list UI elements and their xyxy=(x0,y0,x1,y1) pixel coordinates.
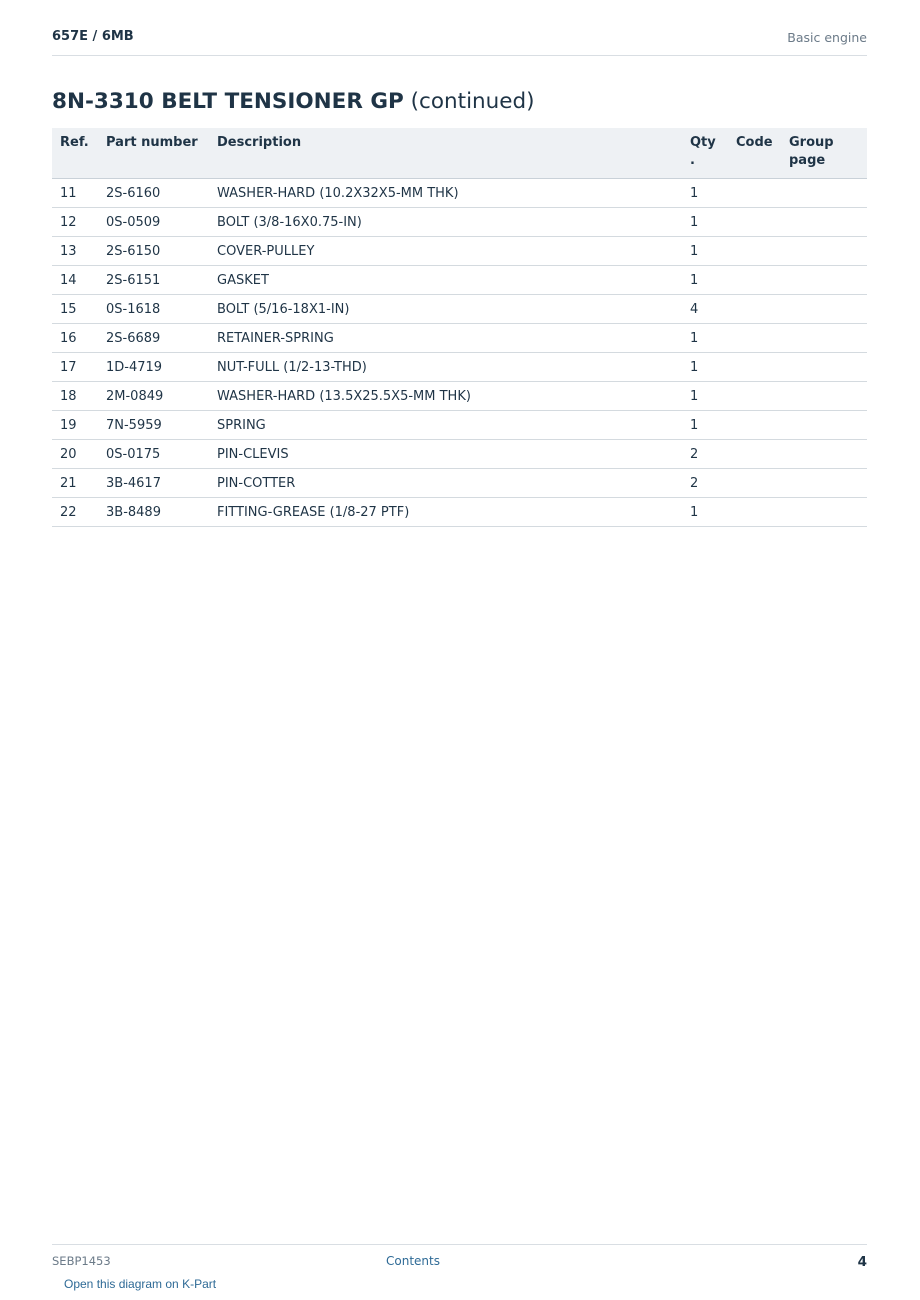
contents-link[interactable]: Contents xyxy=(386,1254,440,1268)
col-group-page-header: Group page xyxy=(781,128,867,179)
document-id: SEBP1453 xyxy=(52,1254,111,1268)
qty-cell: 1 xyxy=(682,498,728,527)
group-page-cell xyxy=(781,382,867,411)
col-part-number-header: Part number xyxy=(98,128,209,179)
qty-cell: 1 xyxy=(682,324,728,353)
qty-cell: 1 xyxy=(682,208,728,237)
group-page-cell xyxy=(781,498,867,527)
part-number-cell: 7N-5959 xyxy=(98,411,209,440)
group-page-cell xyxy=(781,324,867,353)
title-sub: (continued) xyxy=(410,89,535,114)
qty-cell: 1 xyxy=(682,179,728,208)
kpart-link[interactable]: Open this diagram on K-Part xyxy=(64,1277,217,1291)
qty-cell: 1 xyxy=(682,353,728,382)
part-number-cell: 1D-4719 xyxy=(98,353,209,382)
ref-cell: 19 xyxy=(52,411,98,440)
qty-cell: 1 xyxy=(682,237,728,266)
page-footer xyxy=(52,1244,867,1275)
header-row xyxy=(52,128,867,179)
page-header xyxy=(52,28,867,56)
ref-cell: 22 xyxy=(52,498,98,527)
description-cell: BOLT (5/16-18X1-IN) xyxy=(209,295,682,324)
ref-cell: 20 xyxy=(52,440,98,469)
ref-cell: 17 xyxy=(52,353,98,382)
part-number-cell: 2S-6151 xyxy=(98,266,209,295)
table-row xyxy=(52,324,867,353)
description-cell: FITTING-GREASE (1/8-27 PTF) xyxy=(209,498,682,527)
table-row xyxy=(52,498,867,527)
part-number-cell: 0S-0175 xyxy=(98,440,209,469)
table-row xyxy=(52,295,867,324)
parts-table-header xyxy=(52,128,867,179)
code-cell xyxy=(728,208,781,237)
description-cell: RETAINER-SPRING xyxy=(209,324,682,353)
group-page-cell xyxy=(781,411,867,440)
col-description-header: Description xyxy=(209,128,682,179)
group-page-cell xyxy=(781,266,867,295)
description-cell: NUT-FULL (1/2-13-THD) xyxy=(209,353,682,382)
ref-cell: 15 xyxy=(52,295,98,324)
code-cell xyxy=(728,411,781,440)
parts-table xyxy=(52,128,867,527)
code-cell xyxy=(728,266,781,295)
group-page-cell xyxy=(781,469,867,498)
col-ref-header: Ref. xyxy=(52,128,98,179)
qty-cell: 1 xyxy=(682,411,728,440)
group-page-cell xyxy=(781,179,867,208)
code-cell xyxy=(728,295,781,324)
section-label: Basic engine xyxy=(787,30,867,45)
col-code-header: Code xyxy=(728,128,781,179)
group-page-cell xyxy=(781,295,867,324)
table-row xyxy=(52,353,867,382)
qty-cell: 2 xyxy=(682,440,728,469)
code-cell xyxy=(728,382,781,411)
description-cell: BOLT (3/8-16X0.75-IN) xyxy=(209,208,682,237)
description-cell: PIN-COTTER xyxy=(209,469,682,498)
qty-cell: 2 xyxy=(682,469,728,498)
part-number-cell: 3B-4617 xyxy=(98,469,209,498)
col-qty-header: Qty . xyxy=(682,128,728,179)
table-row xyxy=(52,469,867,498)
description-cell: WASHER-HARD (13.5X25.5X5-MM THK) xyxy=(209,382,682,411)
ref-cell: 11 xyxy=(52,179,98,208)
table-row xyxy=(52,382,867,411)
description-cell: WASHER-HARD (10.2X32X5-MM THK) xyxy=(209,179,682,208)
qty-cell: 4 xyxy=(682,295,728,324)
title-main: 8N-3310 BELT TENSIONER GP xyxy=(52,89,404,114)
page-number: 4 xyxy=(857,1254,867,1270)
part-number-cell: 2S-6150 xyxy=(98,237,209,266)
ref-cell: 16 xyxy=(52,324,98,353)
table-row xyxy=(52,179,867,208)
code-cell xyxy=(728,353,781,382)
group-page-cell xyxy=(781,237,867,266)
table-row xyxy=(52,440,867,469)
description-cell: COVER-PULLEY xyxy=(209,237,682,266)
table-row xyxy=(52,266,867,295)
code-cell xyxy=(728,324,781,353)
ref-cell: 18 xyxy=(52,382,98,411)
qty-cell: 1 xyxy=(682,266,728,295)
code-cell xyxy=(728,237,781,266)
model-label: 657E / 6MB xyxy=(52,29,134,44)
group-page-cell xyxy=(781,440,867,469)
part-number-cell: 2S-6160 xyxy=(98,179,209,208)
part-number-cell: 0S-0509 xyxy=(98,208,209,237)
group-page-cell xyxy=(781,353,867,382)
description-cell: PIN-CLEVIS xyxy=(209,440,682,469)
ref-cell: 12 xyxy=(52,208,98,237)
parts-table-body xyxy=(52,179,867,527)
part-number-cell: 3B-8489 xyxy=(98,498,209,527)
qty-cell: 1 xyxy=(682,382,728,411)
code-cell xyxy=(728,498,781,527)
part-number-cell: 2M-0849 xyxy=(98,382,209,411)
ref-cell: 14 xyxy=(52,266,98,295)
part-number-cell: 2S-6689 xyxy=(98,324,209,353)
part-number-cell: 0S-1618 xyxy=(98,295,209,324)
code-cell xyxy=(728,469,781,498)
ref-cell: 13 xyxy=(52,237,98,266)
code-cell xyxy=(728,440,781,469)
code-cell xyxy=(728,179,781,208)
table-row xyxy=(52,237,867,266)
page-title xyxy=(52,89,535,114)
table-row xyxy=(52,411,867,440)
description-cell: GASKET xyxy=(209,266,682,295)
ref-cell: 21 xyxy=(52,469,98,498)
description-cell: SPRING xyxy=(209,411,682,440)
group-page-cell xyxy=(781,208,867,237)
table-row xyxy=(52,208,867,237)
